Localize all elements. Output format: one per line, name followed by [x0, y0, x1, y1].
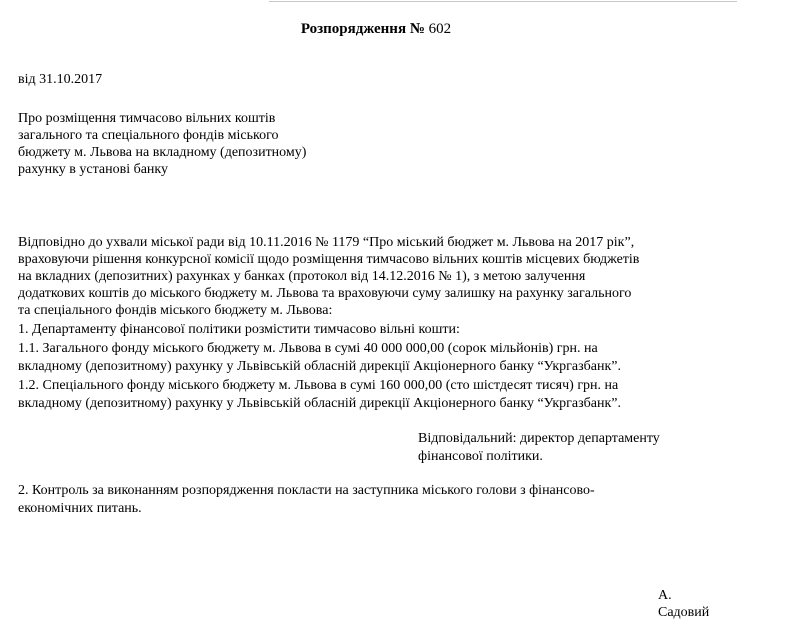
document-date: від 31.10.2017 [18, 72, 103, 87]
body-line: та спеціального фондів міського бюджету м. Львова: [18, 303, 333, 318]
subject-line: Про розміщення тимчасово вільних коштів [18, 111, 276, 126]
title-number: 602 [428, 21, 452, 37]
control-line: 2. Контроль за виконанням розпорядження покласти на заступника міського голови з фінансово- [18, 483, 595, 498]
top-divider [269, 1, 737, 2]
responsible-line: Відповідальний: директор департаменту [418, 431, 660, 446]
signature-surname: Садовий [658, 605, 710, 620]
body-line: на вкладних (депозитних) рахунках у банках (протокол від 14.12.2016 № 1), з метою залучення [18, 269, 586, 284]
responsible-line: фінансової політики. [418, 449, 543, 464]
body-line: враховуючи рішення конкурсної комісії щодо розміщення тимчасово вільних коштів місцевих бюджетів [18, 252, 640, 267]
body-line: додаткових коштів до міського бюджету м. Львова та враховуючи суму залишку на рахунку загального [18, 286, 632, 301]
subject-line: рахунку в установі банку [18, 162, 169, 177]
body-line: вкладному (депозитному) рахунку у Львівській обласній дирекції Акціонерного банку “Укргазбанк”. [18, 359, 621, 374]
body-line: 1.2. Спеціального фонду міського бюджету м. Львова в сумі 160 000,00 (сто шістдесят тисяч) грн. на [18, 378, 619, 393]
body-line: Відповідно до ухвали міської ради від 10.11.2016 № 1179 “Про міський бюджет м. Львова на 2017 рік”, [18, 235, 635, 250]
title-prefix: Розпорядження № [300, 21, 425, 37]
document-title [0, 21, 752, 38]
control-line: економічних питань. [18, 501, 142, 516]
body-line: вкладному (депозитному) рахунку у Львівській обласній дирекції Акціонерного банку “Укргазбанк”. [18, 396, 621, 411]
signature-initial: А. [658, 588, 672, 603]
body-line: 1.1. Загального фонду міського бюджету м. Львова в сумі 40 000 000,00 (сорок мільйонів) грн. на [18, 341, 598, 356]
subject-line: бюджету м. Львова на вкладному (депозитному) [18, 145, 307, 160]
subject-line: загального та спеціального фондів міського [18, 128, 279, 143]
body-line: 1. Департаменту фінансової політики розмістити тимчасово вільні кошти: [18, 322, 460, 337]
